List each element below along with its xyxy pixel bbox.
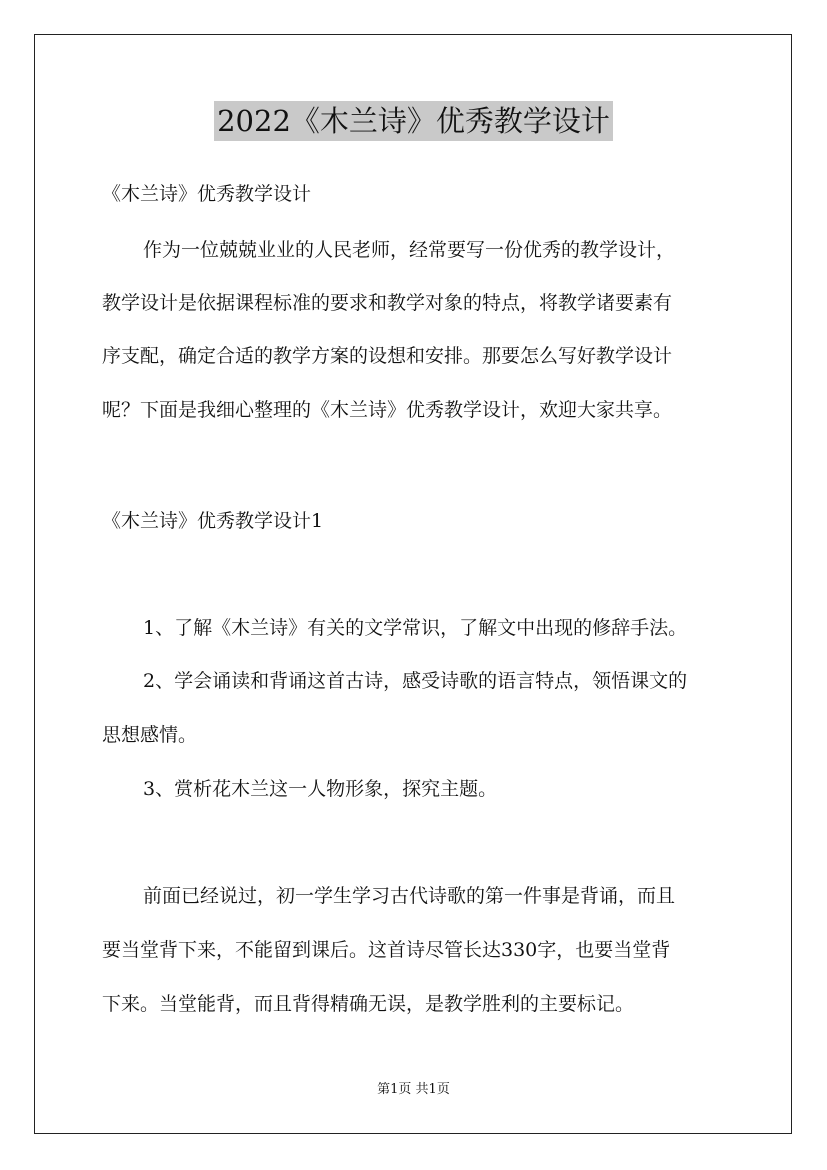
- section-heading: 《木兰诗》优秀教学设计1: [102, 510, 324, 532]
- intro-line-1: 作为一位兢兢业业的人民老师，经常要写一份优秀的教学设计，: [143, 239, 676, 261]
- goal-3: 3、赏析花木兰这一人物形象，探究主题。: [143, 778, 498, 800]
- intro-line-4: 呢？下面是我细心整理的《木兰诗》优秀教学设计，欢迎大家共享。: [102, 399, 673, 421]
- document-title: 2022《木兰诗》优秀教学设计: [214, 101, 613, 141]
- page-footer: 第1页 共1页: [377, 1082, 450, 1097]
- body-line-2: 要当堂背下来，不能留到课后。这首诗尽管长达330字，也要当堂背: [102, 939, 671, 961]
- title-container: [0, 101, 827, 141]
- body-line-1: 前面已经说过，初一学生学习古代诗歌的第一件事是背诵，而且: [143, 885, 676, 907]
- intro-line-3: 序支配，确定合适的教学方案的设想和安排。那要怎么写好教学设计: [102, 345, 673, 367]
- intro-line-2: 教学设计是依据课程标准的要求和教学对象的特点，将教学诸要素有: [102, 292, 673, 314]
- document-subtitle: 《木兰诗》优秀教学设计: [102, 183, 312, 205]
- body-line-3: 下来。当堂能背，而且背得精确无误，是教学胜利的主要标记。: [102, 993, 635, 1015]
- goal-2-line-1: 2、学会诵读和背诵这首古诗，感受诗歌的语言特点，领悟课文的: [143, 670, 688, 692]
- goal-1: 1、了解《木兰诗》有关的文学常识，了解文中出现的修辞手法。: [143, 617, 688, 639]
- goal-2-line-2: 思想感情。: [102, 724, 198, 746]
